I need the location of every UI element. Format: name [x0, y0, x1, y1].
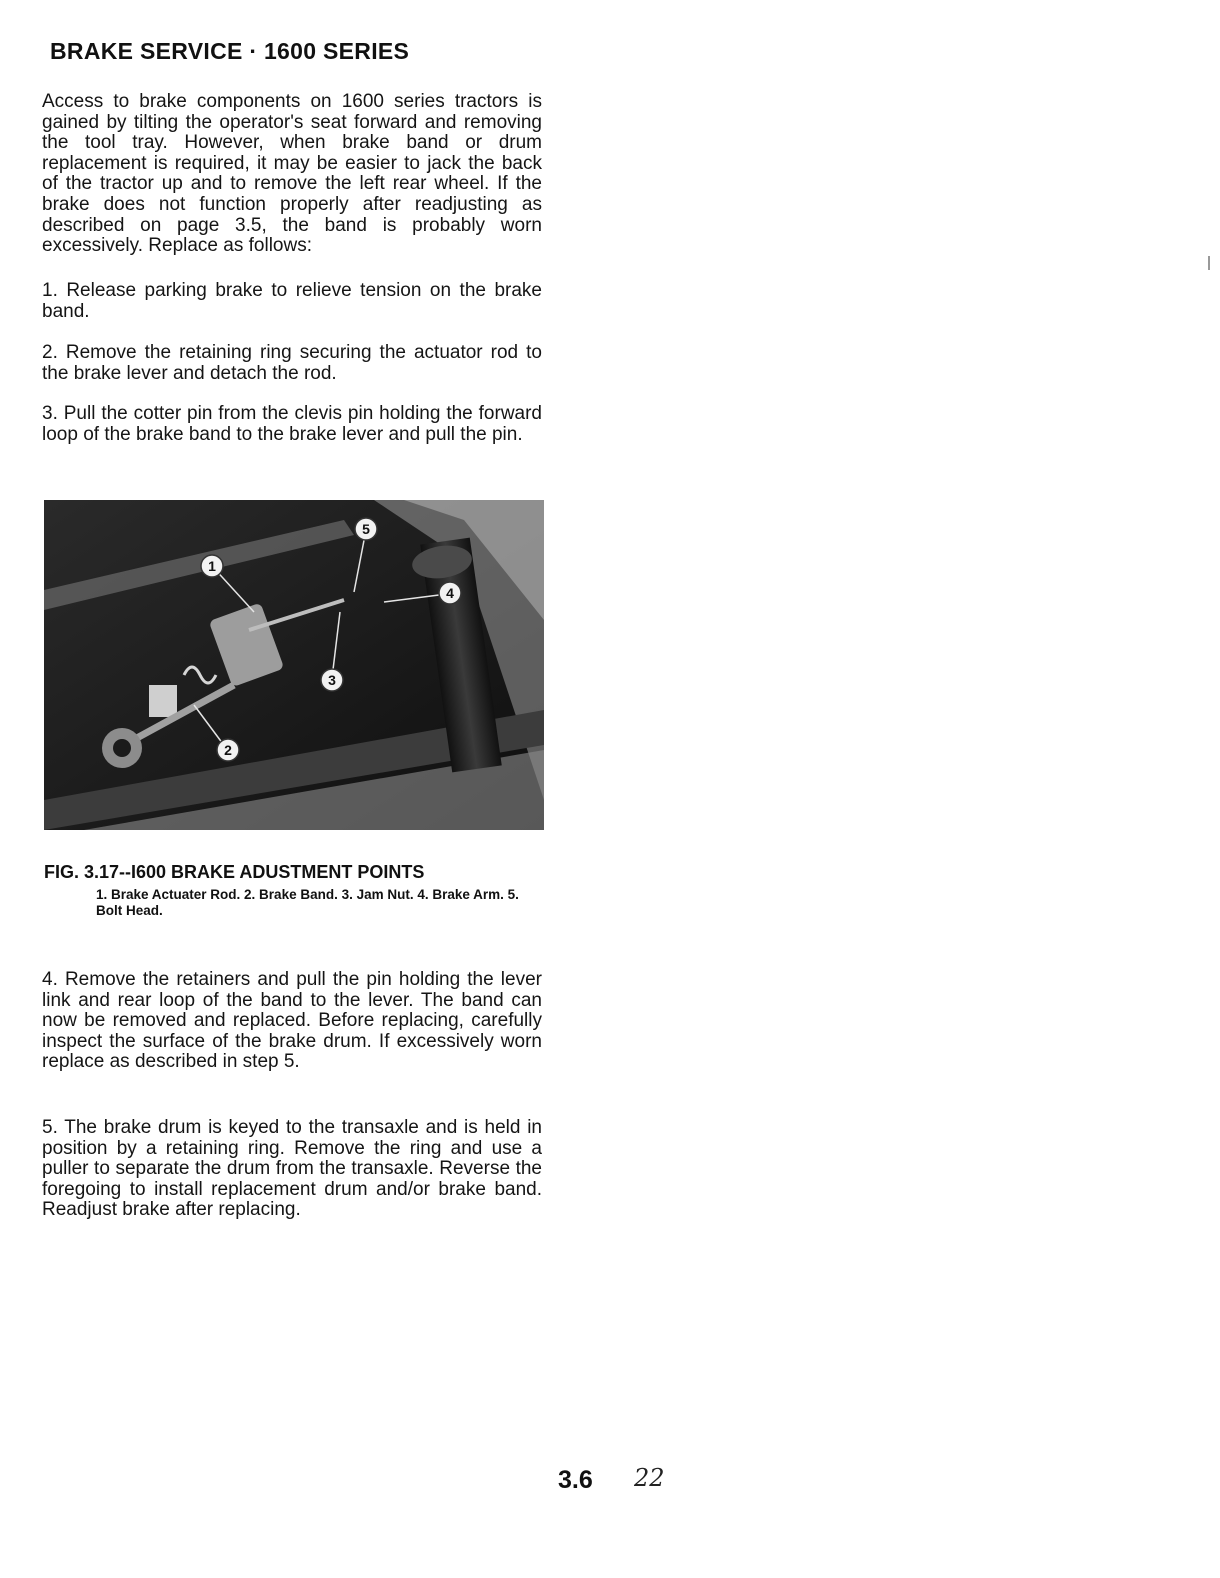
step-2: 2. Remove the retaining ring securing the actuator rod to the brake lever and detach the rod. [42, 342, 542, 384]
svg-text:4: 4 [446, 585, 454, 601]
figure-caption-items: 1. Brake Actuater Rod. 2. Brake Band. 3. Jam Nut. 4. Brake Arm. 5. Bolt Head. [96, 887, 519, 918]
figure-caption-title: FIG. 3.17--I600 BRAKE ADUSTMENT POINTS [44, 862, 425, 882]
callout-4 [439, 582, 461, 604]
brake-photo [44, 500, 544, 830]
callout-5 [355, 518, 377, 540]
svg-text:1: 1 [208, 558, 216, 574]
callout-1 [201, 555, 223, 577]
step-4: 4. Remove the retainers and pull the pin holding the lever link and rear loop of the band to the lever. The band can now be removed and replaced. Before replacing, carefully inspect the surface of the brake drum. If excessively worn replace as described in step 5. [42, 969, 542, 1073]
svg-text:2: 2 [224, 742, 232, 758]
svg-text:5: 5 [362, 521, 370, 537]
intro-paragraph: Access to brake components on 1600 series tractors is gained by tilting the operator's seat forward and removing the tool tray. However, when brake band or drum replacement is required, it may be easier to jack the back of the tractor up and to remove the left rear wheel. If the brake does not function properly after readjusting as described on page 3.5, the band is probably worn excessively. Replace as follows: [42, 91, 542, 257]
brake-photo-illustration [44, 500, 544, 830]
page-number: 3.6 [558, 1466, 593, 1494]
handwritten-note: 22 [634, 1464, 665, 1492]
step-5: 5. The brake drum is keyed to the transaxle and is held in position by a retaining ring. Remove the ring and use a puller to separate the drum from the transaxle. Reverse the foregoing to install replacement drum and/or brake band. Readjust brake after replacing. [42, 1117, 542, 1221]
step-3: 3. Pull the cotter pin from the clevis pin holding the forward loop of the brake band to the brake lever and pull the pin. [42, 403, 542, 445]
scan-edge-mark [1208, 256, 1210, 270]
section-title: BRAKE SERVICE · 1600 SERIES [50, 38, 410, 64]
svg-text:3: 3 [328, 672, 336, 688]
callout-2 [217, 739, 239, 761]
step-1: 1. Release parking brake to relieve tension on the brake band. [42, 280, 542, 322]
callout-3 [321, 669, 343, 691]
